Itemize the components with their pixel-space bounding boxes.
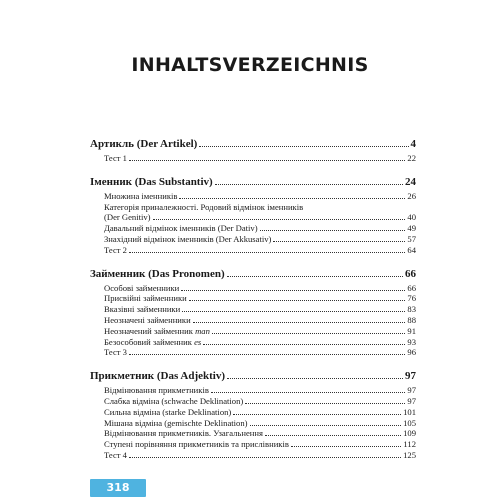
dot-leader	[199, 146, 408, 147]
toc-entry[interactable]	[90, 439, 416, 450]
page-number-badge	[90, 479, 146, 497]
entry-title: Особові займенники	[104, 282, 180, 293]
page-title: INHALTSVERZEICHNIS	[131, 54, 369, 76]
dot-leader	[203, 344, 405, 345]
toc-entry[interactable]	[90, 283, 416, 294]
entry-page-number: 26	[407, 190, 416, 201]
entry-page-number: 64	[407, 244, 416, 255]
toc-entry[interactable]	[90, 396, 416, 407]
toc-entry[interactable]	[90, 428, 416, 439]
entry-page-number: 96	[407, 347, 416, 358]
toc-entry[interactable]	[90, 418, 416, 429]
dot-leader	[265, 435, 401, 436]
section-page-number: 24	[405, 175, 416, 188]
entry-page-number: 105	[403, 417, 416, 428]
section-title: Іменник (Das Substantiv)	[90, 175, 213, 188]
toc-entry[interactable]	[90, 407, 416, 418]
entry-title: Тест 4	[104, 449, 127, 460]
dot-leader	[153, 219, 406, 220]
toc-section-pronouns	[90, 266, 416, 359]
dot-leader	[129, 252, 405, 253]
entry-title-emphasis: man	[195, 325, 210, 336]
entry-title: Тест 1	[104, 153, 127, 163]
dot-leader	[273, 241, 405, 242]
toc-entry[interactable]	[90, 450, 416, 461]
toc-section-nouns	[90, 174, 416, 256]
toc-entry[interactable]	[90, 202, 416, 224]
entry-title: Категорія приналежності. Родовий відмінок іменників	[104, 201, 304, 212]
entry-title: Тест 2	[104, 244, 127, 255]
dot-leader	[233, 414, 401, 415]
toc-entry[interactable]	[90, 385, 416, 396]
entry-page-number: 97	[407, 395, 416, 406]
toc-section-heading[interactable]	[90, 136, 416, 153]
dot-leader	[129, 354, 405, 355]
toc-entry[interactable]	[90, 191, 416, 202]
toc-entry[interactable]	[90, 153, 416, 164]
dot-leader	[182, 311, 405, 312]
entry-title: Знахідний відмінок іменників (Der Akkusativ)	[104, 233, 272, 244]
entry-title: Слабка відміна (schwache Deklination)	[104, 395, 244, 406]
entry-title: Неозначений займенник man	[104, 325, 210, 336]
entry-page-number: 112	[403, 439, 416, 450]
entry-page-number: 109	[403, 428, 416, 439]
dot-leader	[212, 333, 406, 334]
toc-section-heading[interactable]	[90, 368, 416, 385]
page-number: 318	[106, 481, 130, 494]
entry-title: Сильна відміна (starke Deklination)	[104, 406, 232, 417]
section-page-number: 66	[405, 267, 416, 280]
toc-entry[interactable]	[90, 234, 416, 245]
section-title: Займенник (Das Pronomen)	[90, 267, 225, 280]
entry-title: Відмінювання прикметників. Узагальнення	[104, 428, 263, 439]
toc-entry[interactable]	[90, 304, 416, 315]
toc-entry[interactable]	[90, 326, 416, 337]
section-title: Артикль (Der Artikel)	[90, 138, 198, 150]
section-title: Прикметник (Das Adjektiv)	[90, 370, 226, 383]
entry-page-number: 125	[403, 449, 416, 460]
entry-title: Давальний відмінок іменників (Der Dativ)	[104, 223, 258, 234]
entry-page-number: 83	[407, 304, 416, 315]
toc-section-articles	[90, 136, 416, 164]
entry-title: Тест 3	[104, 347, 127, 358]
entry-title: Множина іменників	[104, 190, 178, 201]
entry-title-emphasis: es	[194, 336, 202, 347]
dot-leader	[291, 446, 401, 447]
toc-entry[interactable]	[90, 337, 416, 348]
dot-leader	[129, 457, 401, 458]
section-page-number: 4	[410, 138, 416, 150]
dot-leader	[260, 230, 406, 231]
entry-page-number: 40	[407, 212, 416, 223]
dot-leader	[193, 322, 406, 323]
dot-leader	[227, 378, 403, 379]
toc-entry[interactable]	[90, 347, 416, 358]
dot-leader	[129, 160, 405, 161]
dot-leader	[181, 290, 405, 291]
toc-entry[interactable]	[90, 315, 416, 326]
dot-leader	[189, 300, 406, 301]
dot-leader	[227, 276, 403, 277]
entry-page-number: 66	[407, 282, 416, 293]
entry-page-number: 97	[407, 385, 416, 396]
toc-entry[interactable]	[90, 223, 416, 234]
entry-page-number: 22	[407, 153, 416, 163]
entry-page-number: 49	[407, 223, 416, 234]
entry-title: Присвійні займенники	[104, 293, 187, 304]
entry-title: Безособовий займенник es	[104, 336, 202, 347]
dot-leader	[179, 198, 405, 199]
entry-page-number: 88	[407, 314, 416, 325]
dot-leader	[250, 425, 402, 426]
toc-section-heading[interactable]	[90, 174, 416, 191]
dot-leader	[245, 403, 405, 404]
entry-page-number: 93	[407, 336, 416, 347]
entry-page-number: 57	[407, 233, 416, 244]
toc-entry[interactable]	[90, 293, 416, 304]
entry-title: Неозначені займенники	[104, 314, 191, 325]
entry-title: Вказівні займенники	[104, 304, 181, 315]
entry-title-continued: (Der Genitiv)	[104, 212, 151, 223]
table-of-contents	[90, 136, 416, 461]
toc-section-adjectives	[90, 368, 416, 461]
entry-title: Мішана відміна (gemischte Deklination)	[104, 417, 248, 428]
toc-section-heading[interactable]	[90, 266, 416, 283]
entry-title: Ступені порівняння прикметників та прислівників	[104, 439, 289, 450]
entry-page-number: 101	[403, 406, 416, 417]
entry-title: Відмінювання прикметників	[104, 385, 209, 396]
dot-leader	[211, 392, 406, 393]
entry-page-number: 76	[407, 293, 416, 304]
toc-entry[interactable]	[90, 245, 416, 256]
section-page-number: 97	[405, 370, 416, 383]
dot-leader	[215, 184, 403, 185]
entry-page-number: 91	[407, 325, 416, 336]
